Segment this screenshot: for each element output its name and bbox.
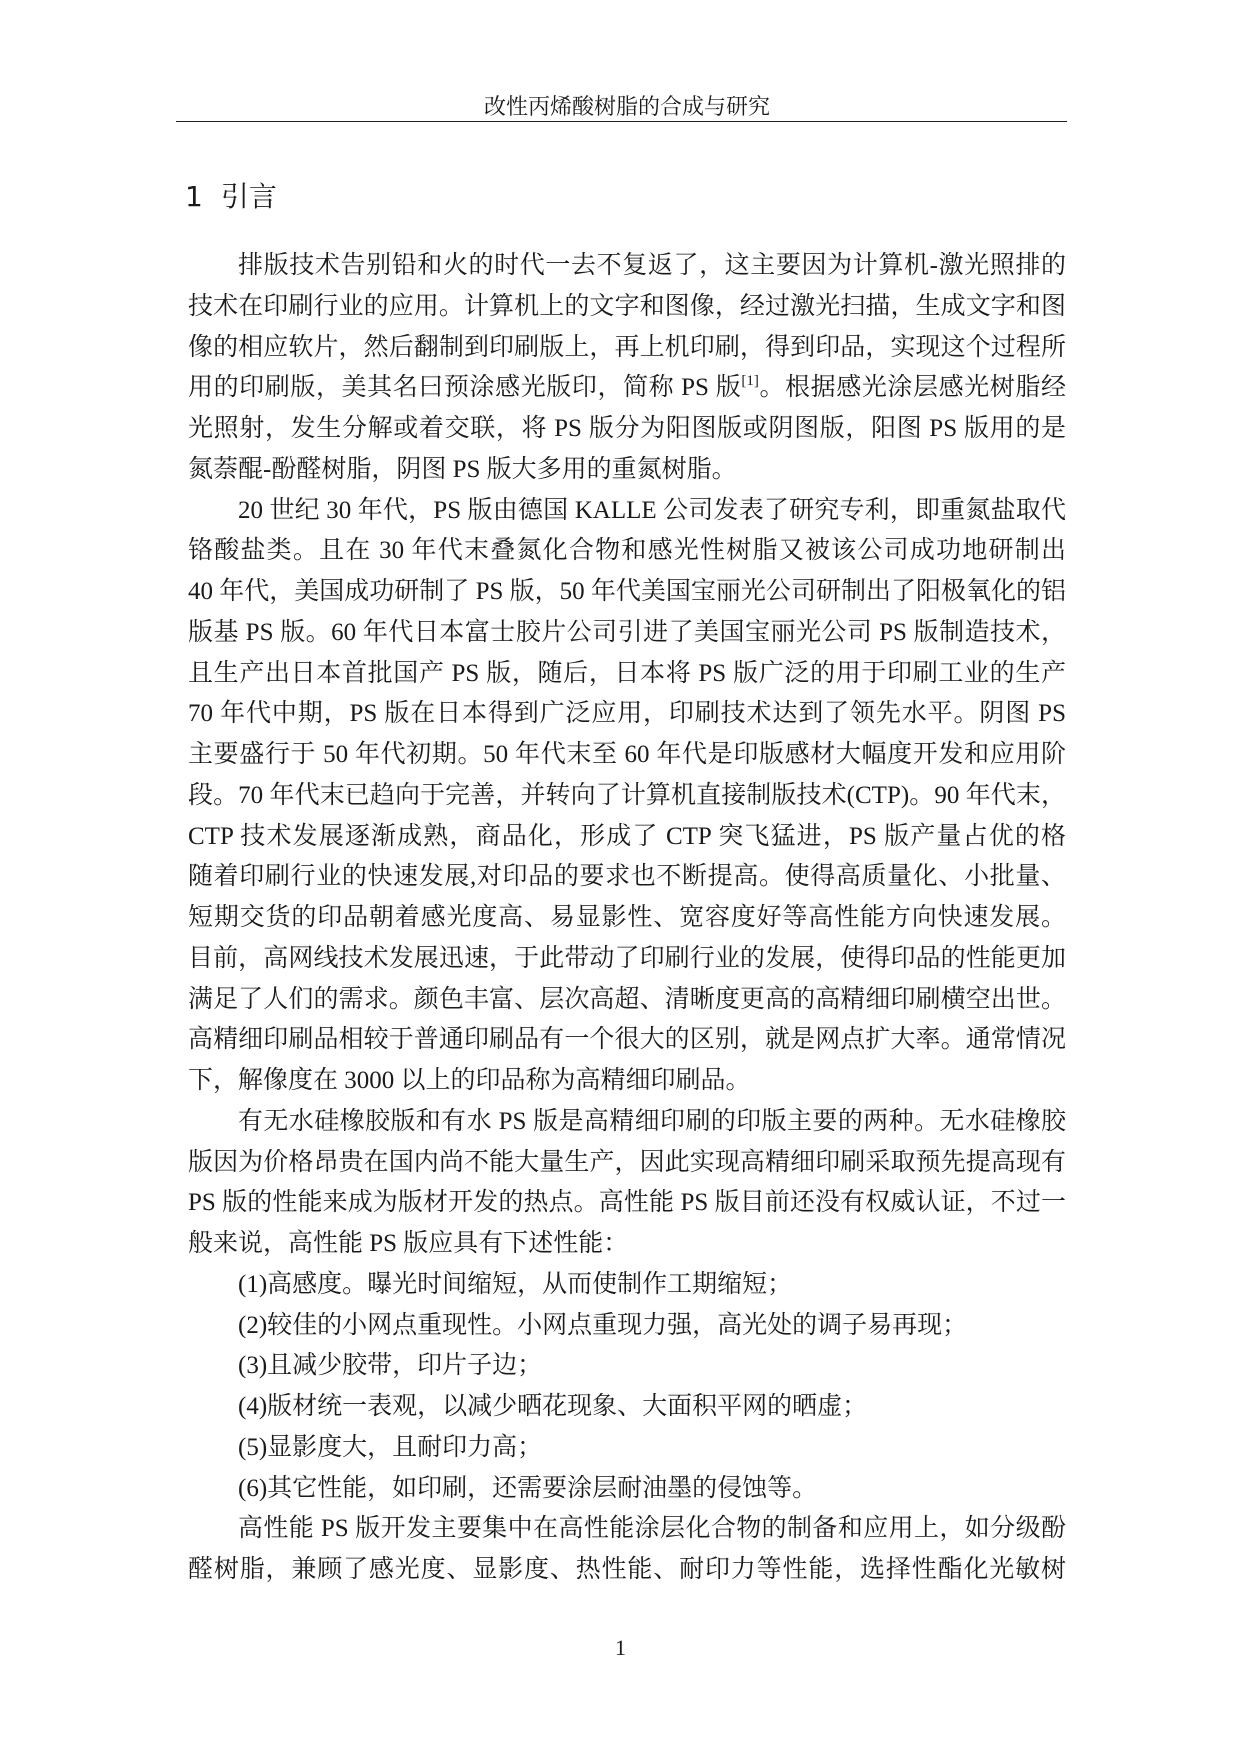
citation-ref: [1] [741, 373, 759, 390]
paragraph-line: 有无水硅橡胶版和有水 PS 版是高精细印刷的印版主要的两种。无水硅橡胶 [238, 1107, 1066, 1135]
body-text [188, 246, 1066, 1591]
section-heading [185, 180, 277, 214]
paragraph-line: 20 世纪 30 年代，PS 版由德国 KALLE 公司发表了研究专利，即重氮盐取代 [238, 496, 1066, 524]
page-number: 1 [615, 1635, 626, 1660]
list-item: (1)高感度。曝光时间缩短，从而使制作工期缩短； [238, 1270, 793, 1298]
paragraph-line: PS 版的性能来成为版材开发的热点。高性能 PS 版目前还没有权威认证，不过一 [188, 1189, 1066, 1217]
paragraph-line: 下，解像度在 3000 以上的印品称为高精细印刷品。 [188, 1067, 751, 1094]
header-rule [176, 121, 1067, 122]
paragraph [188, 491, 1066, 1102]
paragraph-line: 且生产出日本首批国产 PS 版，随后，日本将 PS 版广泛的用于印刷工业的生产 [188, 659, 1066, 687]
paragraph [188, 1509, 1066, 1591]
paragraph-line: 像的相应软片，然后翻制到印刷版上，再上机印刷，得到印品，实现这个过程所 [188, 333, 1066, 361]
paragraph [188, 1102, 1066, 1265]
paragraph-line: 氮萘醌-酚醛树脂，阴图 PS 版大多用的重氮树脂。 [188, 455, 737, 483]
section-title: 引言 [220, 180, 277, 213]
paragraph-line: 满足了人们的需求。颜色丰富、层次高超、清晰度更高的高精细印刷横空出世。 [188, 985, 1066, 1013]
paragraph-line: CTP 技术发展逐渐成熟，商品化，形成了 CTP 突飞猛进，PS 版产量占优的格 [188, 822, 1066, 850]
section-number: 1 [185, 180, 203, 213]
paragraph-line: 般来说，高性能 PS 版应具有下述性能： [188, 1230, 629, 1257]
property-list [188, 1265, 1066, 1510]
paragraph-line: 版因为价格昂贵在国内尚不能大量生产，因此实现高精细印刷采取预先提高现有 [188, 1148, 1066, 1176]
list-item: (2)较佳的小网点重现性。小网点重现力强，高光处的调子易再现； [238, 1311, 968, 1339]
paragraph-line: 技术在印刷行业的应用。计算机上的文字和图像，经过激光扫描，生成文字和图 [188, 292, 1066, 320]
list-item: (4)版材统一表观，以减少晒花现象、大面积平网的晒虚； [238, 1393, 868, 1420]
paragraph-line: 主要盛行于 50 年代初期。50 年代末至 60 年代是印版感材大幅度开发和应用阶 [188, 741, 1066, 768]
paragraph-line: 目前，高网线技术发展迅速，于此带动了印刷行业的发展，使得印品的性能更加 [188, 944, 1066, 972]
paragraph-line: 醛树脂，兼顾了感光度、显影度、热性能、耐印力等性能，选择性酯化光敏树 [188, 1556, 1066, 1583]
paragraph-line: 高精细印刷品相较于普通印刷品有一个很大的区别，就是网点扩大率。通常情况 [188, 1026, 1066, 1054]
list-item: (6)其它性能，如印刷，还需要涂层耐油墨的侵蚀等。 [238, 1474, 818, 1502]
paragraph [188, 246, 1066, 491]
paragraph-line [188, 368, 1066, 409]
paragraph-line: 铬酸盐类。且在 30 年代末叠氮化合物和感光性树脂又被该公司成功地研制出 [188, 537, 1066, 565]
paragraph-line: 光照射，发生分解或着交联，将 PS 版分为阳图版或阴图版，阳图 PS 版用的是 [188, 415, 1066, 442]
paragraph-line: 40 年代，美国成功研制了 PS 版，50 年代美国宝丽光公司研制出了阳极氧化的铝 [188, 578, 1066, 605]
list-item: (3)且减少胶带，印片子边； [238, 1352, 543, 1380]
paragraph-line: 随着印刷行业的快速发展,对印品的要求也不断提高。使得高质量化、小批量、 [188, 863, 1066, 891]
paragraph-line: 高性能 PS 版开发主要集中在高性能涂层化合物的制备和应用上，如分级酚 [238, 1515, 1066, 1543]
paragraph-line: 段。70 年代末已趋向于完善，并转向了计算机直接制版技术(CTP)。90 年代末， [188, 781, 1066, 809]
paragraph-line: 排版技术告别铅和火的时代一去不复返了，这主要因为计算机-激光照排的 [238, 252, 1066, 279]
running-header-title: 改性丙烯酸树脂的合成与研究 [483, 94, 770, 119]
citation-line-before: 用的印刷版，美其名曰预涂感光版印，简称 PS 版 [188, 374, 742, 402]
paragraph-line: 版基 PS 版。60 年代日本富士胶片公司引进了美国宝丽光公司 PS 版制造技术， [188, 618, 1066, 646]
citation-line-after: 。根据感光涂层感光树脂经 [758, 374, 1066, 402]
list-item: (5)显影度大，且耐印力高； [238, 1433, 543, 1461]
paragraph-line: 70 年代中期，PS 版在日本得到广泛应用，印刷技术达到了领先水平。阴图 PS [188, 700, 1066, 728]
paragraph-line: 短期交货的印品朝着感光度高、易显影性、宽容度好等高性能方向快速发展。 [188, 904, 1066, 931]
